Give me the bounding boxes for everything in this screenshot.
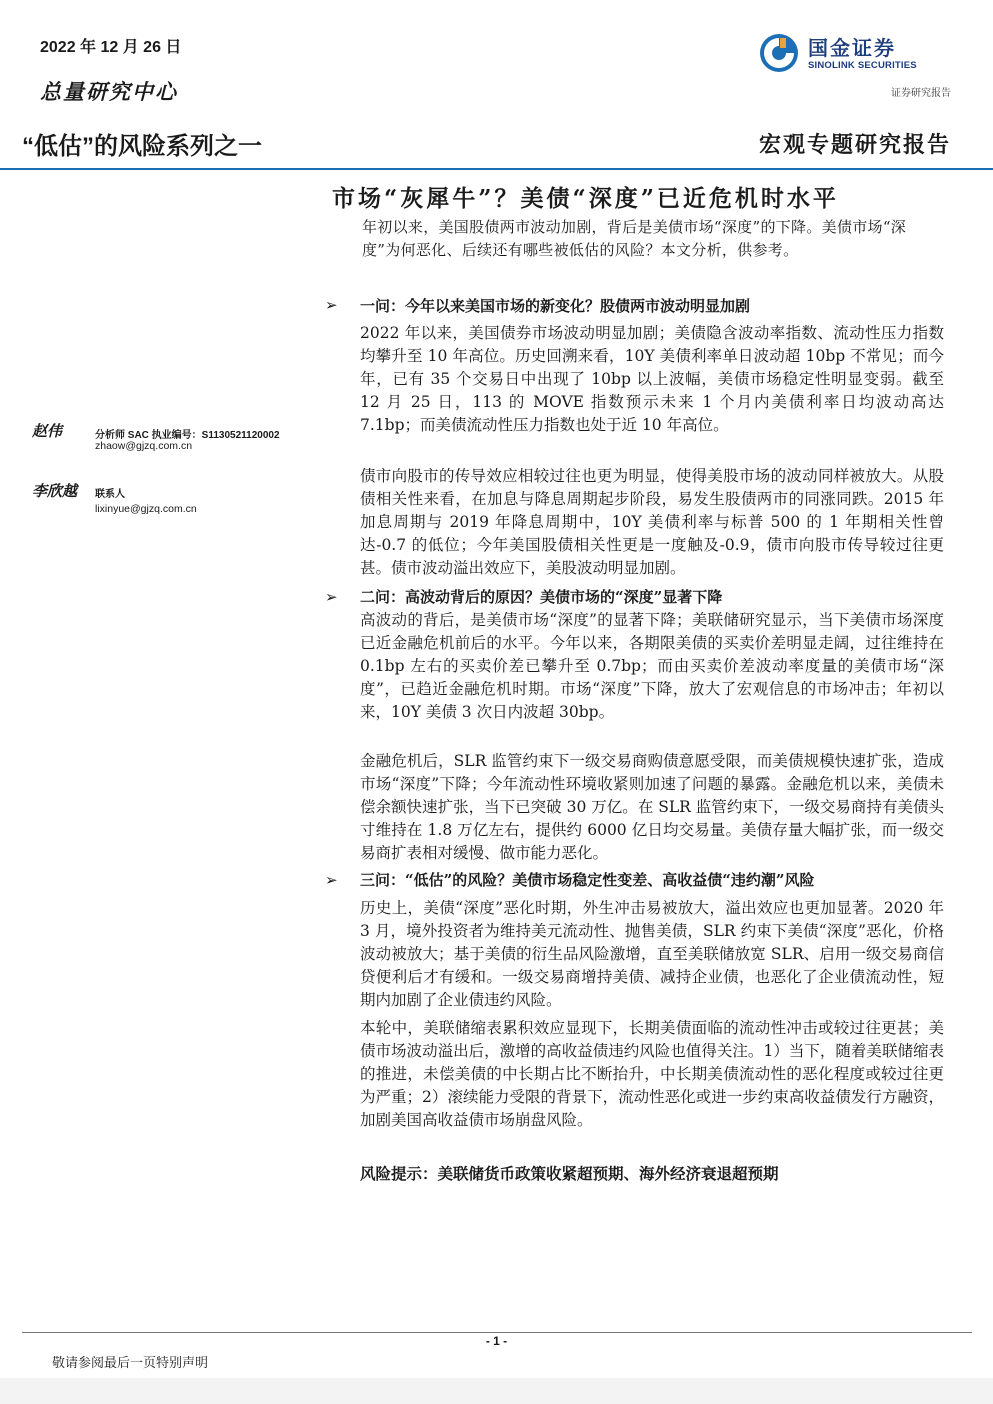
- analyst-name: 赵伟: [32, 422, 63, 440]
- headline: 市场“灰犀牛”？美债“深度”已近危机时水平: [332, 185, 839, 212]
- page-number: - 1 -: [485, 1334, 508, 1348]
- company-logo: [758, 30, 948, 76]
- contact-email[interactable]: lixinyue@gjzq.com.cn: [95, 503, 197, 515]
- sinolink-logo-icon: [758, 32, 800, 74]
- report-category: 证券研究报告: [891, 88, 951, 99]
- section-title: 三问：“低估”的风险？美债市场稳定性变差、高收益债“违约潮”风险: [360, 871, 815, 889]
- footer-disclaimer: 敬请参阅最后一页特别声明: [52, 1356, 209, 1371]
- risk-warning: 风险提示：美联储货币政策收紧超预期、海外经济衰退超预期: [360, 1164, 779, 1183]
- analyst-role: 分析师 SAC 执业编号：S1130521120002: [95, 430, 280, 441]
- report-date: 2022 年 12 月 26 日: [40, 39, 182, 56]
- header-rule: [0, 168, 993, 170]
- analyst-email[interactable]: zhaow@gjzq.com.cn: [95, 440, 193, 452]
- lead-paragraph: 年初以来，美国股债两市波动加剧，背后是美债市场“深度”的下降。美债市场“深度”为何恶化、后续还有哪些被低估的风险？本文分析，供参考。: [362, 218, 907, 259]
- logo-chinese: 国金证券: [808, 38, 896, 60]
- footer-band: [0, 1378, 993, 1404]
- section-paragraph: 2022 年以来，美国债券市场波动明显加剧；美债隐含波动率指数、流动性压力指数均攀升至 10 年高位。历史回溯来看，10Y 美债利率单日波动超 10bp 不常见；而今年，已有 35 个交易日中出现了 10bp 以上波幅，美债市场稳定性明显变弱。截至 12 月 25 日，113 的 MOVE 指数预示未来 1 个月内美债利率日均波动高达 7.1bp；而美债流动性压力指数也处于近 10 年高位。: [360, 324, 944, 434]
- section-paragraph: 债市向股市的传导效应相较过往也更为明显，使得美股市场的波动同样被放大。从股债相关性来看，在加息与降息周期起步阶段，易发生股债两市的同涨同跌。2015 年加息周期与 2019 年降息周期中，10Y 美债利率与标普 500 的 1 年期相关性曾达-0.7 的低位；今年美国股债相关性更是一度触及-0.9，债市向股市传导较过往更甚。债市波动溢出效应下，美股波动明显加剧。: [360, 467, 944, 577]
- footer-rule: [22, 1332, 972, 1333]
- section-bullet-icon: ➢: [325, 588, 338, 606]
- section-paragraph: 高波动的背后，是美债市场“深度”的显著下降；美联储研究显示，当下美债市场深度已近金融危机前后的水平。今年以来，各期限美债的买卖价差明显走阔，过往维持在 0.1bp 左右的买卖价差已攀升至 0.7bp；而由买卖价差波动率度量的美债市场“深度”，已趋近金融危机时期。市场“深度”下降，放大了宏观信息的市场冲击；年初以来，10Y 美债 3 次日内波超 30bp。: [360, 611, 944, 721]
- logo-english: SINOLINK SECURITIES: [808, 60, 917, 71]
- section-title: 二问：高波动背后的原因？美债市场的“深度”显著下降: [360, 588, 723, 606]
- contact-role: 联系人: [95, 489, 125, 500]
- report-type: 宏观专题研究报告: [758, 132, 951, 158]
- contact-name: 李欣越: [32, 482, 78, 500]
- section-title: 一问：今年以来美国市场的新变化？股债两市波动明显加剧: [360, 297, 751, 315]
- section-paragraph: 历史上，美债“深度”恶化时期，外生冲击易被放大，溢出效应也更加显著。2020 年 3 月，境外投资者为维持美元流动性、抛售美债，SLR 约束下美债“深度”恶化，价格波动被放大；基于美债的衍生品风险激增，直至美联储放宽 SLR、启用一级交易商信贷便利后才有缓和。一级交易商增持美债、减持企业债，也恶化了企业债流动性，短期内加剧了企业债违约风险。: [360, 899, 944, 1009]
- series-title: “低估”的风险系列之一: [22, 133, 262, 160]
- section-bullet-icon: ➢: [325, 871, 338, 889]
- research-center: 总量研究中心: [40, 79, 178, 104]
- section-bullet-icon: ➢: [325, 296, 338, 314]
- section-paragraph: 本轮中，美联储缩表累积效应显现下，长期美债面临的流动性冲击或较过往更甚；美债市场波动溢出后，激增的高收益债违约风险也值得关注。1）当下，随着美联储缩表的推进，未偿美债的中长期占比不断抬升，中长期美债流动性的恶化程度或较过往更为严重；2）滚续能力受限的背景下，流动性恶化或进一步约束高收益债发行方融资，加剧美国高收益债市场崩盘风险。: [360, 1019, 944, 1129]
- section-paragraph: 金融危机后，SLR 监管约束下一级交易商购债意愿受限，而美债规模快速扩张，造成市场“深度”下降；今年流动性环境收紧则加速了问题的暴露。金融危机以来，美债未偿余额快速扩张，当下已突破 30 万亿。在 SLR 监管约束下，一级交易商持有美债头寸维持在 1.8 万亿左右，提供约 6000 亿日均交易量。美债存量大幅扩张，而一级交易商扩表相对缓慢、做市能力恶化。: [360, 752, 944, 862]
